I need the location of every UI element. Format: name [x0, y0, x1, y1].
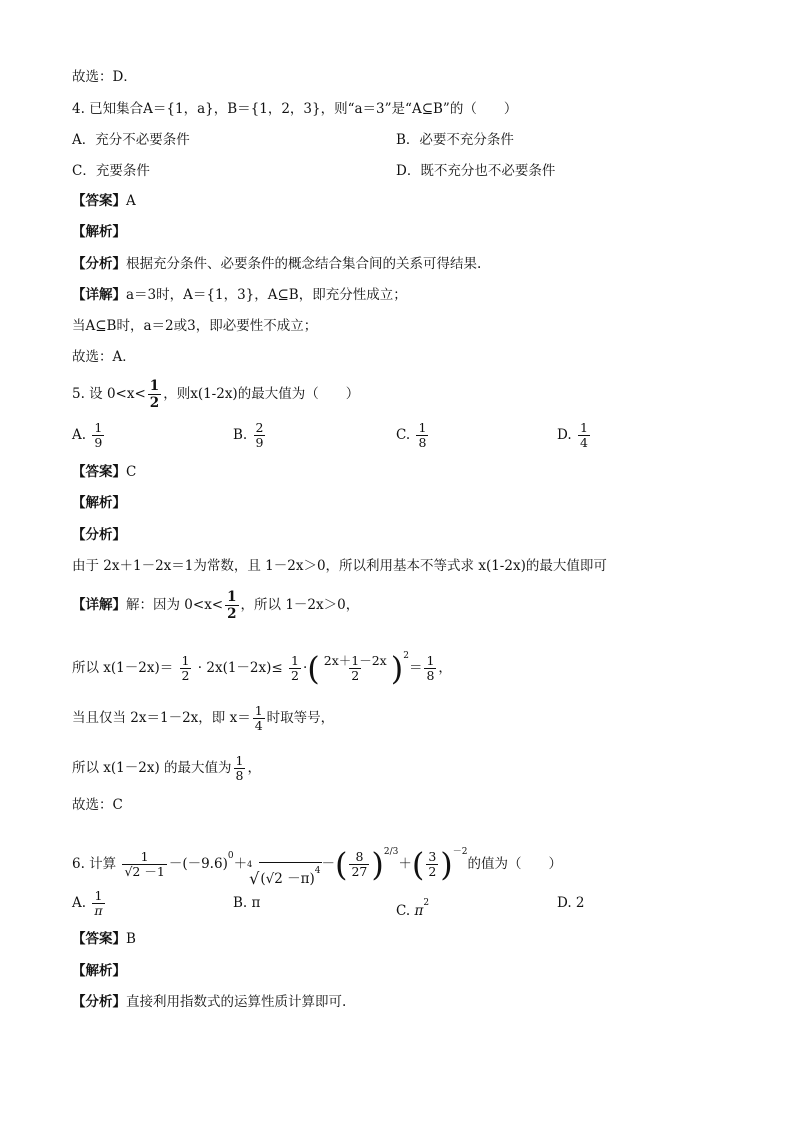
- q5-detail: [72, 588, 359, 622]
- frac-num: 1: [140, 849, 149, 864]
- analysis-tag: 【分析】: [72, 994, 126, 1010]
- q5-step-2: [72, 700, 334, 736]
- analysis-text: 根据充分条件、必要条件的概念结合集合间的关系可得结果.: [126, 256, 482, 272]
- frac-num: 1: [149, 378, 160, 394]
- step-fraction-1: [180, 654, 192, 683]
- step-fraction: [234, 754, 246, 783]
- q6-answer: [72, 930, 136, 948]
- q5-choice: 故选：C: [72, 797, 123, 813]
- root-index: 4: [247, 859, 253, 869]
- option-label: D.: [557, 427, 572, 443]
- frac-num: 2: [255, 420, 264, 435]
- option-label: A.: [72, 427, 87, 443]
- option-fraction: [578, 421, 590, 450]
- detail-tag: 【详解】: [72, 597, 126, 613]
- equals: ＝: [408, 660, 423, 676]
- q6-post: 的值为（ ）: [467, 856, 563, 872]
- answer-tag: 【答案】: [72, 464, 126, 480]
- q6-fourth-root: [247, 843, 321, 887]
- q4-option-b: B．必要不充分条件: [396, 132, 514, 148]
- step-fraction-4: [424, 654, 436, 683]
- step-pre: 所以 x(1－2x) 的最大值为: [72, 760, 232, 776]
- q5-half-fraction: [148, 378, 161, 411]
- step-post: ，: [247, 760, 261, 776]
- detail-text: a＝3时，A＝{1，3}，A⊆B，即充分性成立；: [126, 287, 407, 303]
- option-label: B.: [233, 427, 248, 443]
- detail-post: ，所以 1－2x＞0，: [240, 597, 360, 613]
- left-paren: (: [411, 845, 425, 884]
- q6-fraction-3: [426, 850, 438, 879]
- answer-value: B: [126, 931, 136, 947]
- frac-den: 4: [579, 435, 588, 450]
- answer-line-prev: 故选：D．: [72, 69, 137, 85]
- left-paren: (: [335, 845, 348, 884]
- q5-answer: [72, 463, 136, 481]
- radicand-exp: 4: [314, 865, 321, 876]
- q6-option-a: [72, 884, 107, 922]
- q4-analysis: [72, 255, 481, 273]
- answer-tag: 【答案】: [72, 931, 126, 947]
- frac-num: 1: [94, 420, 103, 435]
- option-label: C.: [396, 903, 411, 919]
- q5-option-a: [72, 418, 106, 452]
- q4-option-d: D．既不充分也不必要条件: [396, 163, 556, 179]
- frac-num: 1: [181, 653, 190, 668]
- radicand-text: (√2 －π): [260, 870, 315, 887]
- frac-den: 8: [426, 668, 435, 683]
- frac-den: 2: [149, 395, 160, 411]
- q4-detail-2: 当A⊆B时，a＝2或3，即必要性不成立；: [72, 318, 318, 334]
- q5-step-1: [72, 634, 452, 690]
- q6-option-b: B. π: [233, 895, 261, 911]
- q4-option-a: A．充分不必要条件: [72, 132, 190, 148]
- step-end: ，: [438, 660, 452, 676]
- frac-den: 4: [254, 718, 263, 733]
- q6-analysis: [72, 993, 346, 1011]
- radicand: [259, 862, 321, 887]
- option-fraction: [254, 421, 266, 450]
- step-fraction: [253, 704, 265, 733]
- q6-option-d: D. 2: [557, 895, 585, 911]
- step-dot: ·: [302, 660, 308, 676]
- answer-tag: 【答案】: [72, 193, 126, 209]
- frac-den: 9: [255, 435, 264, 450]
- frac-num: 1: [418, 420, 427, 435]
- q6-plus-2: ＋: [398, 856, 412, 872]
- q5-analysis-heading: 【解析】: [72, 495, 126, 511]
- analysis-tag: 【分析】: [72, 256, 126, 272]
- q6-analysis-heading: 【解析】: [72, 963, 126, 979]
- frac-den: 2: [227, 606, 237, 622]
- q4-answer: [72, 192, 136, 210]
- option-label: C.: [396, 427, 411, 443]
- frac-den: 2: [351, 668, 360, 683]
- q5-analysis-text: 由于 2x＋1－2x＝1为常数，且 1－2x＞0，所以利用基本不等式求 x(1-2x)的最大值即可: [72, 558, 607, 574]
- option-value: π: [414, 903, 424, 919]
- step-mid: · 2x(1－2x)≤: [197, 660, 283, 676]
- step-fraction-3: [322, 654, 389, 683]
- question-5: [72, 377, 359, 411]
- frac-den: 9: [94, 435, 103, 450]
- q6-fraction-1: [122, 850, 166, 879]
- frac-num: 1: [227, 589, 237, 605]
- frac-num: 8: [355, 849, 364, 864]
- frac-num: 1: [579, 420, 588, 435]
- q4-analysis-heading: 【解析】: [72, 224, 126, 240]
- step-pre: 当且仅当 2x＝1－2x，即 x＝: [72, 710, 251, 726]
- frac-den: 2: [291, 668, 299, 683]
- q6-term-2-exp: 0: [227, 851, 234, 861]
- q5-pre: 5. 设 0<x<: [72, 386, 146, 402]
- right-paren: ): [371, 845, 384, 884]
- exponent: 2: [403, 651, 409, 661]
- step-post: 时取等号，: [266, 710, 335, 726]
- q4-detail: [72, 286, 407, 304]
- frac-num: 2x＋1－2x: [323, 653, 387, 668]
- frac-num: 3: [428, 849, 437, 864]
- frac-den: π: [94, 903, 103, 918]
- q4-option-c: C．充要条件: [72, 163, 150, 179]
- q6-fraction-2: [349, 850, 369, 879]
- q6-option-c: [396, 894, 429, 920]
- option-fraction: [92, 421, 104, 450]
- right-paren: ): [440, 845, 453, 884]
- frac-num: 1: [235, 753, 244, 768]
- frac-den: 2: [428, 864, 437, 879]
- step-fraction-2: [289, 654, 301, 683]
- frac-num: 1: [94, 888, 103, 903]
- frac-den: √2 －1: [124, 864, 165, 879]
- q5-option-d: [557, 418, 592, 452]
- frac-den: 27: [351, 864, 368, 879]
- q6-term-5-exp: －2: [452, 847, 468, 857]
- q6-pre: 6. 计算: [72, 856, 117, 872]
- detail-tag: 【详解】: [72, 287, 126, 303]
- frac-num: 1: [291, 653, 299, 668]
- detail-pre: 解：因为 0<x<: [126, 597, 224, 613]
- q5-analysis-tag: 【分析】: [72, 527, 126, 543]
- option-fraction: [92, 889, 104, 918]
- step-pre: 所以 x(1－2x)＝: [72, 660, 174, 676]
- answer-value: C: [126, 464, 137, 480]
- question-4: 4. 已知集合A＝{1，a}，B＝{1，2，3}，则“a＝3”是“A⊆B”的（ ）: [72, 101, 518, 117]
- q6-term-4-exp: 2/3: [383, 847, 399, 857]
- detail-fraction: [225, 589, 238, 622]
- q6-plus: ＋: [233, 856, 248, 872]
- frac-den: 8: [418, 435, 427, 450]
- option-fraction: [416, 421, 428, 450]
- q5-post: ，则x(1-2x)的最大值为（ ）: [163, 386, 360, 402]
- option-exp: 2: [423, 898, 430, 908]
- frac-den: 2: [181, 668, 190, 683]
- q5-option-c: [396, 418, 430, 452]
- q5-option-b: [233, 418, 267, 452]
- q6-term-2: －(－9.6): [168, 856, 228, 872]
- frac-num: 1: [254, 703, 263, 718]
- option-label: A.: [72, 895, 87, 911]
- q5-step-3: [72, 750, 261, 786]
- q4-choice: 故选：A．: [72, 349, 136, 365]
- left-paren: (: [307, 649, 320, 688]
- analysis-text: 直接利用指数式的运算性质计算即可.: [126, 994, 347, 1010]
- frac-den: 8: [235, 768, 244, 783]
- q6-minus: －: [321, 856, 335, 872]
- right-paren: ): [390, 649, 404, 688]
- frac-num: 1: [426, 653, 435, 668]
- radical-sign-icon: √: [249, 868, 260, 888]
- answer-value: A: [126, 193, 136, 209]
- question-6: [72, 830, 562, 887]
